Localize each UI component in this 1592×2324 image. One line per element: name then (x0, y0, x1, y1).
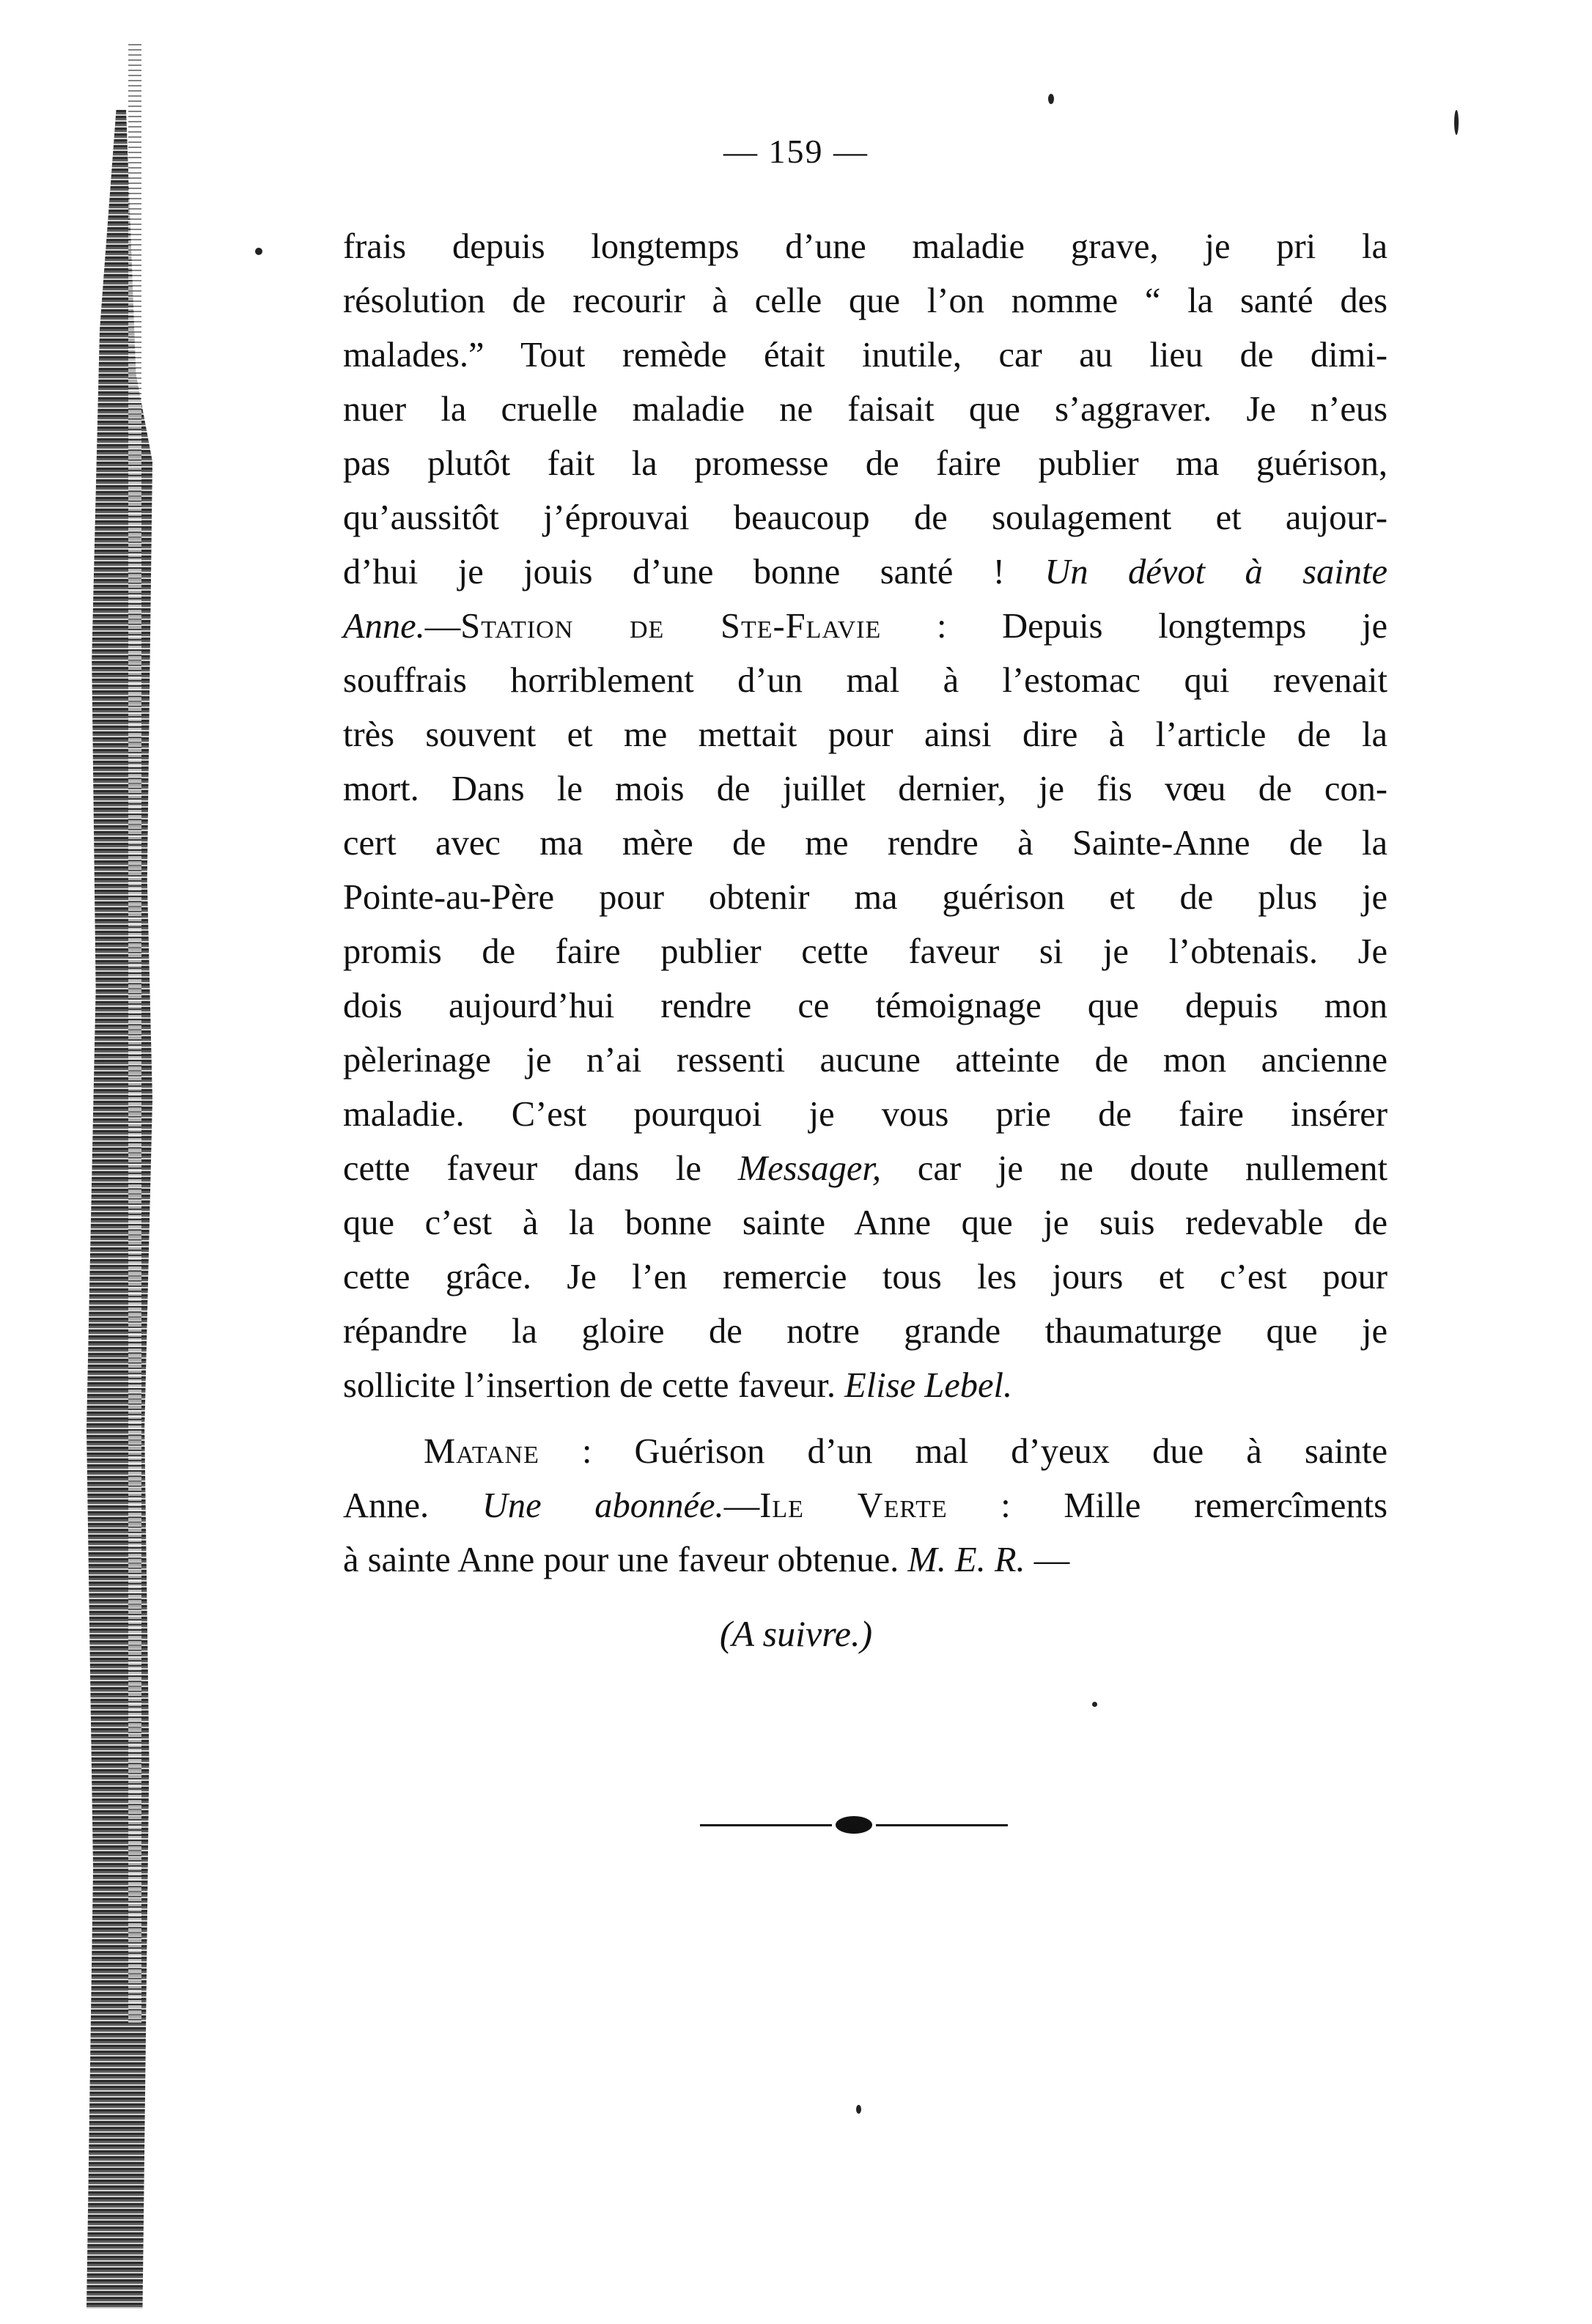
text-line: promis de faire publier cette faveur si je l’obtenais. Je (343, 932, 1388, 971)
text-line: dois aujourd’hui rendre ce témoignage que depuis mon (343, 986, 1388, 1025)
italic-title: Messager, (737, 1149, 882, 1188)
text-line (343, 1142, 1388, 1196)
italic-attribution: Un dévot à sainte (1044, 553, 1388, 591)
text-line: maladie. C’est pourquoi je vous prie de faire insérer (343, 1095, 1388, 1134)
print-speck (1092, 1702, 1097, 1707)
italic-signature: Elise Lebel. (844, 1366, 1013, 1405)
italic-signature: M. E. R. (907, 1541, 1025, 1579)
ornamental-rule (700, 1816, 1008, 1834)
text-line: cette grâce. Je l’en remercie tous les jours et c’est pour (343, 1258, 1388, 1296)
place-name: Matane (424, 1432, 539, 1471)
text-fragment: sollicite l’insertion de cette faveur. (343, 1366, 845, 1405)
italic-attribution: Anne. (343, 607, 425, 646)
text-line (343, 1359, 1388, 1413)
text-line: qu’aussitôt j’éprouvai beaucoup de soulagement et aujour- (343, 498, 1388, 537)
em-dash: — (723, 1486, 760, 1525)
text-fragment: d’hui je jouis d’une bonne santé ! (343, 553, 1045, 591)
main-text (343, 220, 1388, 1587)
text-line: que c’est à la bonne sainte Anne que je suis redevable de (343, 1203, 1388, 1242)
text-line (343, 600, 1388, 654)
text-line: cert avec ma mère de me rendre à Sainte-Anne de la (343, 824, 1388, 863)
text-line: très souvent et me mettait pour ainsi dire à l’article de la (343, 715, 1388, 754)
print-speck (1048, 94, 1054, 104)
book-binding-edge (128, 44, 141, 2023)
text-fragment: Anne. (343, 1486, 482, 1525)
text-line: nuer la cruelle maladie ne faisait que s’aggraver. Je n’eus (343, 390, 1388, 429)
text-line: malades.” Tout remède était inutile, car au lieu de dimi- (343, 336, 1388, 375)
text-fragment: car je ne doute nullement (881, 1149, 1388, 1188)
text-line (343, 1533, 1388, 1587)
text-line: pèlerinage je n’ai ressenti aucune atteinte de mon ancienne (343, 1041, 1388, 1080)
print-speck (856, 2105, 861, 2114)
text-fragment: : Guérison d’un mal d’yeux due à sainte (539, 1432, 1388, 1471)
em-dash: — (1025, 1541, 1070, 1579)
text-fragment: : Mille remercîments (947, 1486, 1388, 1525)
text-line: mort. Dans le mois de juillet dernier, je fis vœu de con- (343, 770, 1388, 808)
place-name: Ile Verte (759, 1486, 948, 1525)
rule-left (700, 1824, 832, 1826)
text-line: souffrais horriblement d’un mal à l’estomac qui revenait (343, 661, 1388, 700)
em-dash: — (424, 607, 461, 646)
place-name: Station de Ste-Flavie (460, 607, 882, 646)
text-line: résolution de recourir à celle que l’on nomme “ la santé des (343, 281, 1388, 320)
print-speck (1454, 110, 1459, 135)
text-line: répandre la gloire de notre grande thaumaturge que je (343, 1312, 1388, 1351)
text-fragment: : Depuis longtemps je (881, 607, 1388, 646)
text-line (343, 1425, 1388, 1479)
text-fragment: cette faveur dans le (343, 1149, 738, 1188)
page-number: — 159 — (723, 133, 869, 170)
italic-signature: Une abonnée. (482, 1486, 724, 1525)
text-line: frais depuis longtemps d’une maladie grave, je pri la (343, 227, 1388, 266)
ornament-center-icon (836, 1816, 872, 1834)
text-line: pas plutôt fait la promesse de faire publier ma guérison, (343, 444, 1388, 483)
text-line (343, 545, 1388, 600)
text-line (343, 1479, 1388, 1533)
text-fragment: à sainte Anne pour une faveur obtenue. (343, 1541, 908, 1579)
rule-right (876, 1824, 1008, 1826)
print-speck (255, 248, 262, 255)
continued-note: (A suivre.) (719, 1613, 873, 1654)
text-line: Pointe-au-Père pour obtenir ma guérison et de plus je (343, 878, 1388, 917)
book-binding-shadow (86, 110, 152, 2309)
